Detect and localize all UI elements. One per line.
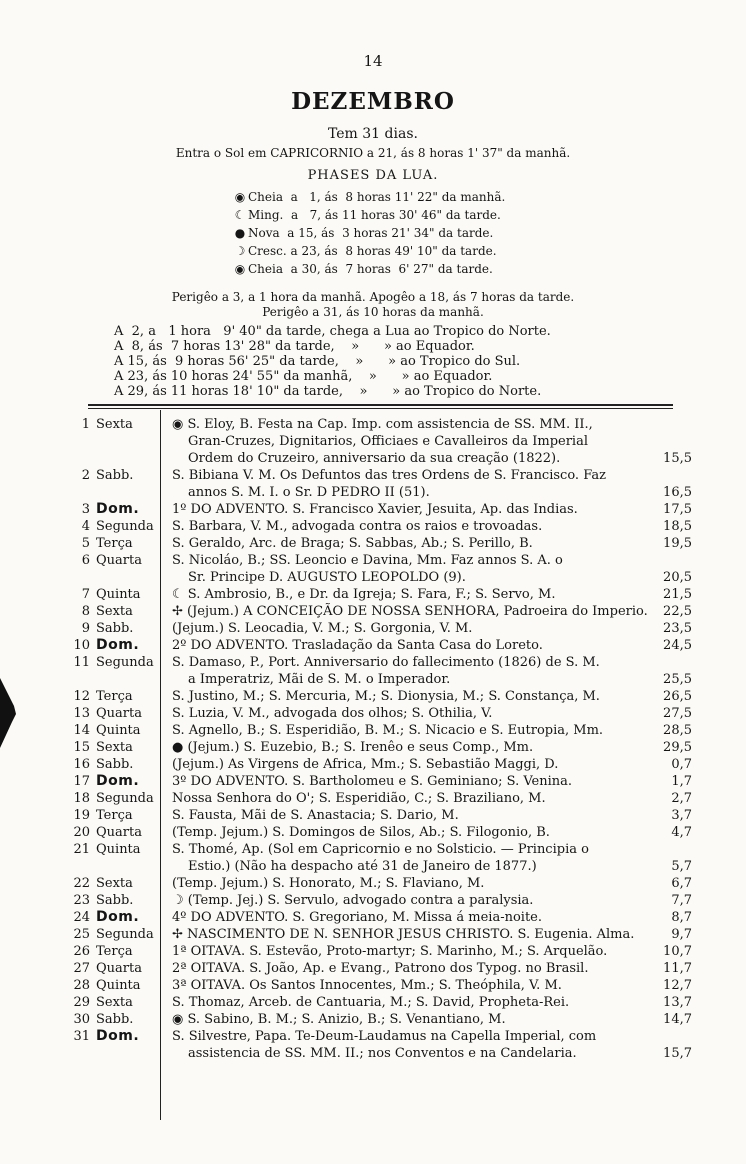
entry-line: 1º DO ADVENTO. S. Francisco Xavier, Jesuita, Ap. das Indias. bbox=[172, 502, 578, 517]
day-entry bbox=[172, 960, 676, 977]
weekday: Dom. bbox=[96, 637, 140, 653]
weekday: Dom. bbox=[96, 1028, 140, 1044]
weekday: Quarta bbox=[96, 553, 142, 568]
header-rule bbox=[88, 404, 673, 406]
entry-line: 3ª OITAVA. Os Santos Innocentes, Mm.; S. Theóphila, V. M. bbox=[172, 978, 562, 993]
calendar-row bbox=[72, 909, 692, 926]
day-entry bbox=[172, 467, 676, 501]
calendar-row bbox=[72, 977, 692, 994]
phase-row bbox=[232, 262, 493, 276]
weekday: Sexta bbox=[96, 604, 133, 619]
calendar-row bbox=[72, 722, 692, 739]
day-number: 14 bbox=[73, 723, 90, 738]
weekday: Sabb. bbox=[96, 468, 134, 483]
entry-line: 3º DO ADVENTO. S. Bartholomeu e S. Geminiano; S. Venina. bbox=[172, 774, 573, 789]
weekday: Quarta bbox=[96, 706, 142, 721]
day-entry bbox=[172, 739, 676, 756]
day-number: 25 bbox=[73, 927, 90, 942]
weekday: Dom. bbox=[96, 501, 140, 517]
moon-age: 26,5 bbox=[663, 689, 692, 704]
day-entry bbox=[172, 977, 676, 994]
day-number: 9 bbox=[81, 621, 90, 636]
weekday: Sexta bbox=[96, 417, 133, 432]
entry-line: a Imperatriz, Mãi de S. M. o Imperador. bbox=[188, 672, 451, 687]
calendar-row bbox=[72, 688, 692, 705]
day-entry bbox=[172, 1011, 676, 1028]
calendar-row bbox=[72, 790, 692, 807]
perigee-line-1: Perigêo a 3, a 1 hora da manhã. Apogêo a 18, ás 7 horas da tarde. bbox=[171, 290, 575, 304]
entry-line: ✢ (Jejum.) A CONCEIÇÃO DE NOSSA SENHORA, Padroeira do Imperio. bbox=[172, 604, 648, 619]
entry-line: ◉ S. Sabino, B. M.; S. Anizio, B.; S. Venantiano, M. bbox=[172, 1012, 506, 1027]
calendar-row bbox=[72, 535, 692, 552]
phase-text: Ming. a 7, ás 11 horas 30' 46" da tarde. bbox=[248, 208, 501, 222]
moon-age: 21,5 bbox=[663, 587, 692, 602]
day-entry bbox=[172, 620, 676, 637]
day-entry bbox=[172, 654, 676, 688]
tropic-row: A 2, a 1 hora 9' 40" da tarde, chega a Lua ao Tropico do Norte. bbox=[114, 324, 551, 339]
day-entry bbox=[172, 603, 676, 620]
entry-line: 2ª OITAVA. S. João, Ap. e Evang., Patrono dos Typog. no Brasil. bbox=[172, 961, 589, 976]
day-entry bbox=[172, 1028, 676, 1062]
day-entry bbox=[172, 756, 676, 773]
day-entry bbox=[172, 416, 676, 467]
last-quarter-icon: ☾ bbox=[234, 208, 246, 222]
weekday: Quarta bbox=[96, 825, 142, 840]
weekday: Quinta bbox=[96, 978, 141, 993]
calendar-row bbox=[72, 416, 692, 467]
moon-age: 12,7 bbox=[663, 978, 692, 993]
moon-age: 3,7 bbox=[671, 808, 692, 823]
calendar-row bbox=[72, 994, 692, 1011]
day-number: 28 bbox=[73, 978, 90, 993]
phase-text: Cheia a 1, ás 8 horas 11' 22" da manhã. bbox=[248, 190, 506, 204]
calendar-row bbox=[72, 1011, 692, 1028]
moon-age: 28,5 bbox=[663, 723, 692, 738]
phases-title: PHASES DA LUA. bbox=[307, 168, 439, 183]
calendar-row bbox=[72, 1028, 692, 1062]
day-entry bbox=[172, 892, 676, 909]
day-number: 4 bbox=[81, 519, 90, 534]
weekday: Segunda bbox=[96, 791, 154, 806]
weekday: Segunda bbox=[96, 655, 154, 670]
entry-line: ☽ (Temp. Jej.) S. Servulo, advogado contra a paralysia. bbox=[172, 893, 534, 908]
entry-line: 4º DO ADVENTO. S. Gregoriano, M. Missa á meia-noite. bbox=[172, 910, 543, 925]
moon-age: 27,5 bbox=[663, 706, 692, 721]
page-number: 14 bbox=[363, 52, 383, 70]
page-edge-mark bbox=[0, 672, 18, 752]
header-rule-thin bbox=[88, 408, 673, 409]
month-title: DEZEMBRO bbox=[291, 88, 455, 115]
phase-text: Cheia a 30, ás 7 horas 6' 27" da tarde. bbox=[248, 262, 493, 276]
entry-line: Sr. Principe D. AUGUSTO LEOPOLDO (9). bbox=[188, 570, 466, 585]
entry-line: S. Nicoláo, B.; SS. Leoncio e Davina, Mm. Faz annos S. A. o bbox=[172, 553, 563, 568]
calendar-row bbox=[72, 892, 692, 909]
perigee-line-2: Perigêo a 31, ás 10 horas da manhã. bbox=[262, 305, 484, 319]
day-number: 12 bbox=[73, 689, 90, 704]
entry-line: ● (Jejum.) S. Euzebio, B.; S. Irenêo e seus Comp., Mm. bbox=[172, 740, 534, 755]
entry-line: S. Silvestre, Papa. Te-Deum-Laudamus na Capella Imperial, com bbox=[172, 1029, 597, 1044]
day-entry bbox=[172, 824, 676, 841]
day-entry bbox=[172, 790, 676, 807]
first-quarter-icon: ☽ bbox=[234, 244, 246, 258]
moon-age: 2,7 bbox=[671, 791, 692, 806]
moon-age: 8,7 bbox=[671, 910, 692, 925]
day-number: 17 bbox=[73, 774, 90, 789]
moon-age: 15,7 bbox=[663, 1046, 692, 1061]
calendar-row bbox=[72, 705, 692, 722]
entry-line: 2º DO ADVENTO. Trasladação da Santa Casa do Loreto. bbox=[172, 638, 543, 653]
moon-age: 5,7 bbox=[671, 859, 692, 874]
day-number: 8 bbox=[81, 604, 90, 619]
phase-text: Nova a 15, ás 3 horas 21' 34" da tarde. bbox=[248, 226, 494, 240]
moon-age: 17,5 bbox=[663, 502, 692, 517]
tropic-row: A 8, ás 7 horas 13' 28" da tarde, » » ao Equador. bbox=[114, 339, 475, 354]
day-entry bbox=[172, 552, 676, 586]
day-entry bbox=[172, 688, 676, 705]
weekday: Sabb. bbox=[96, 621, 134, 636]
day-number: 21 bbox=[73, 842, 90, 857]
weekday: Dom. bbox=[96, 773, 140, 789]
days-count: Tem 31 dias. bbox=[328, 126, 418, 142]
calendar-row bbox=[72, 875, 692, 892]
weekday: Quinta bbox=[96, 723, 141, 738]
entry-line: ◉ S. Eloy, B. Festa na Cap. Imp. com assistencia de SS. MM. II., bbox=[172, 417, 593, 432]
moon-age: 0,7 bbox=[671, 757, 692, 772]
moon-age: 19,5 bbox=[663, 536, 692, 551]
moon-age: 22,5 bbox=[663, 604, 692, 619]
day-entry bbox=[172, 705, 676, 722]
day-entry bbox=[172, 841, 676, 875]
weekday: Sexta bbox=[96, 876, 133, 891]
day-number: 26 bbox=[73, 944, 90, 959]
entry-line: (Temp. Jejum.) S. Domingos de Silos, Ab.; S. Filogonio, B. bbox=[172, 825, 550, 840]
calendar-row bbox=[72, 654, 692, 688]
entry-line: S. Bibiana V. M. Os Defuntos das tres Ordens de S. Francisco. Faz bbox=[172, 468, 606, 483]
phase-row bbox=[232, 244, 497, 258]
weekday: Quarta bbox=[96, 961, 142, 976]
day-number: 5 bbox=[81, 536, 90, 551]
day-entry bbox=[172, 501, 676, 518]
moon-age: 29,5 bbox=[663, 740, 692, 755]
day-number: 20 bbox=[73, 825, 90, 840]
moon-age: 25,5 bbox=[663, 672, 692, 687]
day-number: 16 bbox=[73, 757, 90, 772]
day-number: 15 bbox=[73, 740, 90, 755]
entry-line: ✢ NASCIMENTO DE N. SENHOR JESUS CHRISTO. S. Eugenia. Alma. bbox=[172, 927, 635, 942]
day-number: 31 bbox=[73, 1029, 90, 1044]
day-number: 29 bbox=[73, 995, 90, 1010]
moon-age: 4,7 bbox=[671, 825, 692, 840]
day-number: 1 bbox=[81, 417, 90, 432]
day-number: 23 bbox=[73, 893, 90, 908]
day-entry bbox=[172, 722, 676, 739]
moon-age: 15,5 bbox=[663, 451, 692, 466]
day-number: 3 bbox=[81, 502, 90, 517]
entry-line: S. Thomaz, Arceb. de Cantuaria, M.; S. David, Propheta-Rei. bbox=[172, 995, 570, 1010]
calendar-row bbox=[72, 960, 692, 977]
entry-line: S. Barbara, V. M., advogada contra os raios e trovoadas. bbox=[172, 519, 543, 534]
phase-row bbox=[232, 190, 505, 204]
calendar-row bbox=[72, 620, 692, 637]
entry-line: Estio.) (Não ha despacho até 31 de Janeiro de 1877.) bbox=[188, 859, 537, 874]
moon-age: 18,5 bbox=[663, 519, 692, 534]
tropic-row: A 15, ás 9 horas 56' 25" da tarde, » » ao Tropico do Sul. bbox=[114, 354, 521, 369]
day-number: 22 bbox=[73, 876, 90, 891]
calendar-row bbox=[72, 943, 692, 960]
weekday: Sabb. bbox=[96, 1012, 134, 1027]
entry-line: Nossa Senhora do O'; S. Esperidião, C.; S. Braziliano, M. bbox=[172, 791, 546, 806]
calendar-row bbox=[72, 773, 692, 790]
entry-line: Ordem do Cruzeiro, anniversario da sua creação (1822). bbox=[188, 451, 561, 466]
calendar-row bbox=[72, 926, 692, 943]
moon-age: 7,7 bbox=[671, 893, 692, 908]
calendar-row bbox=[72, 739, 692, 756]
entry-line: Gran-Cruzes, Dignitarios, Officiaes e Cavalleiros da Imperial bbox=[188, 434, 588, 449]
moon-age: 24,5 bbox=[663, 638, 692, 653]
day-entry bbox=[172, 926, 676, 943]
weekday: Terça bbox=[96, 689, 133, 704]
day-number: 27 bbox=[73, 961, 90, 976]
day-number: 10 bbox=[73, 638, 90, 653]
day-entry bbox=[172, 807, 676, 824]
weekday: Terça bbox=[96, 808, 133, 823]
day-entry bbox=[172, 875, 676, 892]
moon-age: 16,5 bbox=[663, 485, 692, 500]
calendar-row bbox=[72, 841, 692, 875]
moon-age: 6,7 bbox=[671, 876, 692, 891]
moon-age: 20,5 bbox=[663, 570, 692, 585]
weekday: Terça bbox=[96, 944, 133, 959]
phase-text: Cresc. a 23, ás 8 horas 49' 10" da tarde. bbox=[248, 244, 497, 258]
entry-line: annos S. M. I. o Sr. D PEDRO II (51). bbox=[188, 485, 430, 500]
tropic-row: A 29, ás 11 horas 18' 10" da tarde, » » ao Tropico do Norte. bbox=[114, 384, 542, 399]
day-number: 13 bbox=[73, 706, 90, 721]
entry-line: assistencia de SS. MM. II.; nos Conventos e na Candelaria. bbox=[188, 1046, 577, 1061]
day-entry bbox=[172, 943, 676, 960]
weekday: Quinta bbox=[96, 587, 141, 602]
day-entry bbox=[172, 518, 676, 535]
day-entry bbox=[172, 773, 676, 790]
day-entry bbox=[172, 535, 676, 552]
moon-age: 11,7 bbox=[663, 961, 692, 976]
weekday: Sabb. bbox=[96, 893, 134, 908]
tropic-row: A 23, ás 10 horas 24' 55" da manhã, » » ao Equador. bbox=[114, 369, 493, 384]
day-number: 7 bbox=[81, 587, 90, 602]
calendar-row bbox=[72, 552, 692, 586]
weekday: Dom. bbox=[96, 909, 140, 925]
phase-row bbox=[232, 226, 493, 240]
entry-line: S. Thomé, Ap. (Sol em Capricornio e no Solsticio. — Principia o bbox=[172, 842, 589, 857]
day-number: 2 bbox=[81, 468, 90, 483]
weekday: Sabb. bbox=[96, 757, 134, 772]
entry-line: S. Agnello, B.; S. Esperidião, B. M.; S. Nicacio e S. Eutropia, Mm. bbox=[172, 723, 604, 738]
entry-line: ☾ S. Ambrosio, B., e Dr. da Igreja; S. Fara, F.; S. Servo, M. bbox=[172, 587, 556, 602]
entry-line: S. Fausta, Mãi de S. Anastacia; S. Dario, M. bbox=[172, 808, 459, 823]
weekday: Segunda bbox=[96, 927, 154, 942]
day-number: 11 bbox=[73, 655, 90, 670]
weekday: Sexta bbox=[96, 995, 133, 1010]
entry-line: S. Damaso, P., Port. Anniversario do fallecimento (1826) de S. M. bbox=[172, 655, 600, 670]
full-moon-icon: ◉ bbox=[234, 190, 246, 204]
entry-line: (Temp. Jejum.) S. Honorato, M.; S. Flaviano, M. bbox=[172, 876, 485, 891]
day-number: 24 bbox=[73, 910, 90, 925]
weekday: Sexta bbox=[96, 740, 133, 755]
entry-line: S. Luzia, V. M., advogada dos olhos; S. Othilia, V. bbox=[172, 706, 493, 721]
calendar-row bbox=[72, 518, 692, 535]
calendar-row bbox=[72, 586, 692, 603]
calendar-row bbox=[72, 824, 692, 841]
moon-age: 9,7 bbox=[671, 927, 692, 942]
moon-age: 23,5 bbox=[663, 621, 692, 636]
calendar-row bbox=[72, 603, 692, 620]
day-number: 18 bbox=[73, 791, 90, 806]
day-number: 6 bbox=[81, 553, 90, 568]
full-moon-icon: ◉ bbox=[234, 262, 246, 276]
calendar-row bbox=[72, 756, 692, 773]
entry-line: S. Justino, M.; S. Mercuria, M.; S. Dionysia, M.; S. Constança, M. bbox=[172, 689, 600, 704]
weekday: Segunda bbox=[96, 519, 154, 534]
day-entry bbox=[172, 909, 676, 926]
phase-row bbox=[232, 208, 501, 222]
moon-age: 13,7 bbox=[663, 995, 692, 1010]
new-moon-icon: ● bbox=[234, 226, 246, 240]
entry-line: 1ª OITAVA. S. Estevão, Proto-martyr; S. Marinho, M.; S. Arquelão. bbox=[172, 944, 608, 959]
calendar-row bbox=[72, 467, 692, 501]
day-entry bbox=[172, 994, 676, 1011]
calendar-row bbox=[72, 807, 692, 824]
entry-line: (Jejum.) As Virgens de Africa, Mm.; S. Sebastião Maggi, D. bbox=[172, 757, 559, 772]
sun-entry: Entra o Sol em CAPRICORNIO a 21, ás 8 horas 1' 37" da manhã. bbox=[175, 146, 571, 160]
calendar-row bbox=[72, 501, 692, 518]
moon-age: 14,7 bbox=[663, 1012, 692, 1027]
day-entry bbox=[172, 637, 676, 654]
weekday: Quinta bbox=[96, 842, 141, 857]
day-number: 30 bbox=[73, 1012, 90, 1027]
entry-line: S. Geraldo, Arc. de Braga; S. Sabbas, Ab.; S. Perillo, B. bbox=[172, 536, 533, 551]
moon-age: 10,7 bbox=[663, 944, 692, 959]
weekday: Terça bbox=[96, 536, 133, 551]
day-entry bbox=[172, 586, 676, 603]
calendar-row bbox=[72, 637, 692, 654]
entry-line: (Jejum.) S. Leocadia, V. M.; S. Gorgonia, V. M. bbox=[172, 621, 473, 636]
day-number: 19 bbox=[73, 808, 90, 823]
moon-age: 1,7 bbox=[671, 774, 692, 789]
